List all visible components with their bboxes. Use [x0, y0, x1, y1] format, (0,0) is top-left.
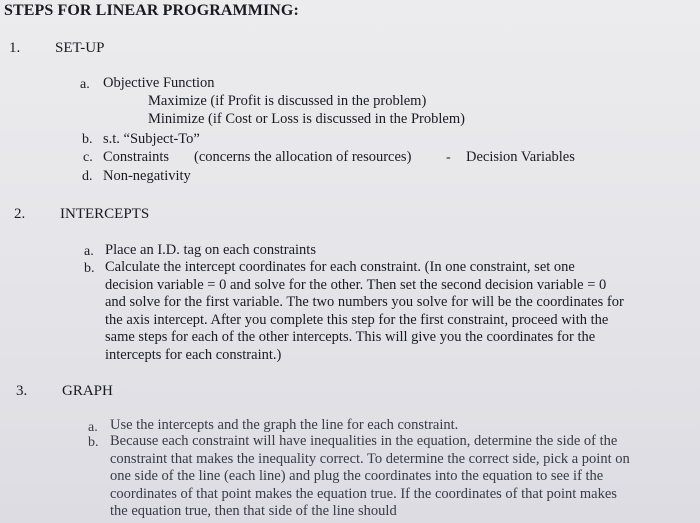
section-1-item-c-dash: -: [446, 150, 451, 165]
section-1-item-a-letter: a.: [80, 77, 90, 92]
section-3-item-b-letter: b.: [88, 435, 99, 450]
section-1-item-c-note: (concerns the allocation of resources): [194, 149, 412, 165]
section-1-item-a-sub-minimize: Minimize (if Cost or Loss is discussed in the Problem): [148, 111, 465, 127]
document-title: STEPS FOR LINEAR PROGRAMMING:: [4, 2, 299, 19]
section-3-item-a-letter: a.: [88, 420, 98, 435]
section-2-item-b-text: Calculate the intercept coordinates for each constraint. (In one constraint, set one decision variable = 0 and solve for the other. Then set the second decision variable = 0 and solve for the first variable. The two numbers you solve for will be the coordinates for the axis intercept. After you complete this step for the first constraint, proceed with the same steps for each of the other intercepts. This will give you the coordinates for the intercepts for each constraint.): [105, 259, 624, 363]
section-3-item-b-text: Because each constraint will have inequalities in the equation, determine the side of the constraint that makes the inequality correct. To determine the correct side, pick a point on one side of the line (each line) and plug the coordinates into the equation to see if the coordinates of that point makes the equation true. If the coordinates of that point makes the equation true, then that side of the line should: [110, 433, 630, 520]
section-1-item-a-text: Objective Function: [103, 75, 215, 91]
section-2-item-a-text: Place an I.D. tag on each constraints: [105, 242, 316, 258]
section-1-heading: SET-UP: [55, 40, 105, 56]
section-3-number: 3.: [16, 383, 28, 399]
section-2-item-a-letter: a.: [84, 244, 94, 259]
section-1-item-d-letter: d.: [82, 169, 93, 184]
section-3-heading: GRAPH: [62, 383, 113, 399]
section-1-item-c-letter: c.: [83, 150, 93, 165]
section-1-number: 1.: [9, 40, 21, 56]
section-1-item-c-extra: Decision Variables: [466, 149, 575, 165]
section-1-item-a-sub-maximize: Maximize (if Profit is discussed in the problem): [148, 93, 427, 109]
section-1-item-d-text: Non-negativity: [103, 168, 191, 184]
section-2-number: 2.: [14, 206, 26, 222]
section-1-item-c-text: Constraints: [103, 149, 170, 165]
section-1-item-b-letter: b.: [82, 132, 93, 147]
section-1-item-b-text: s.t. “Subject-To”: [103, 131, 200, 147]
section-3-item-a-text: Use the intercepts and the graph the line for each constraint.: [110, 417, 459, 433]
section-2-item-b-letter: b.: [84, 261, 95, 276]
section-2-heading: INTERCEPTS: [60, 206, 150, 222]
